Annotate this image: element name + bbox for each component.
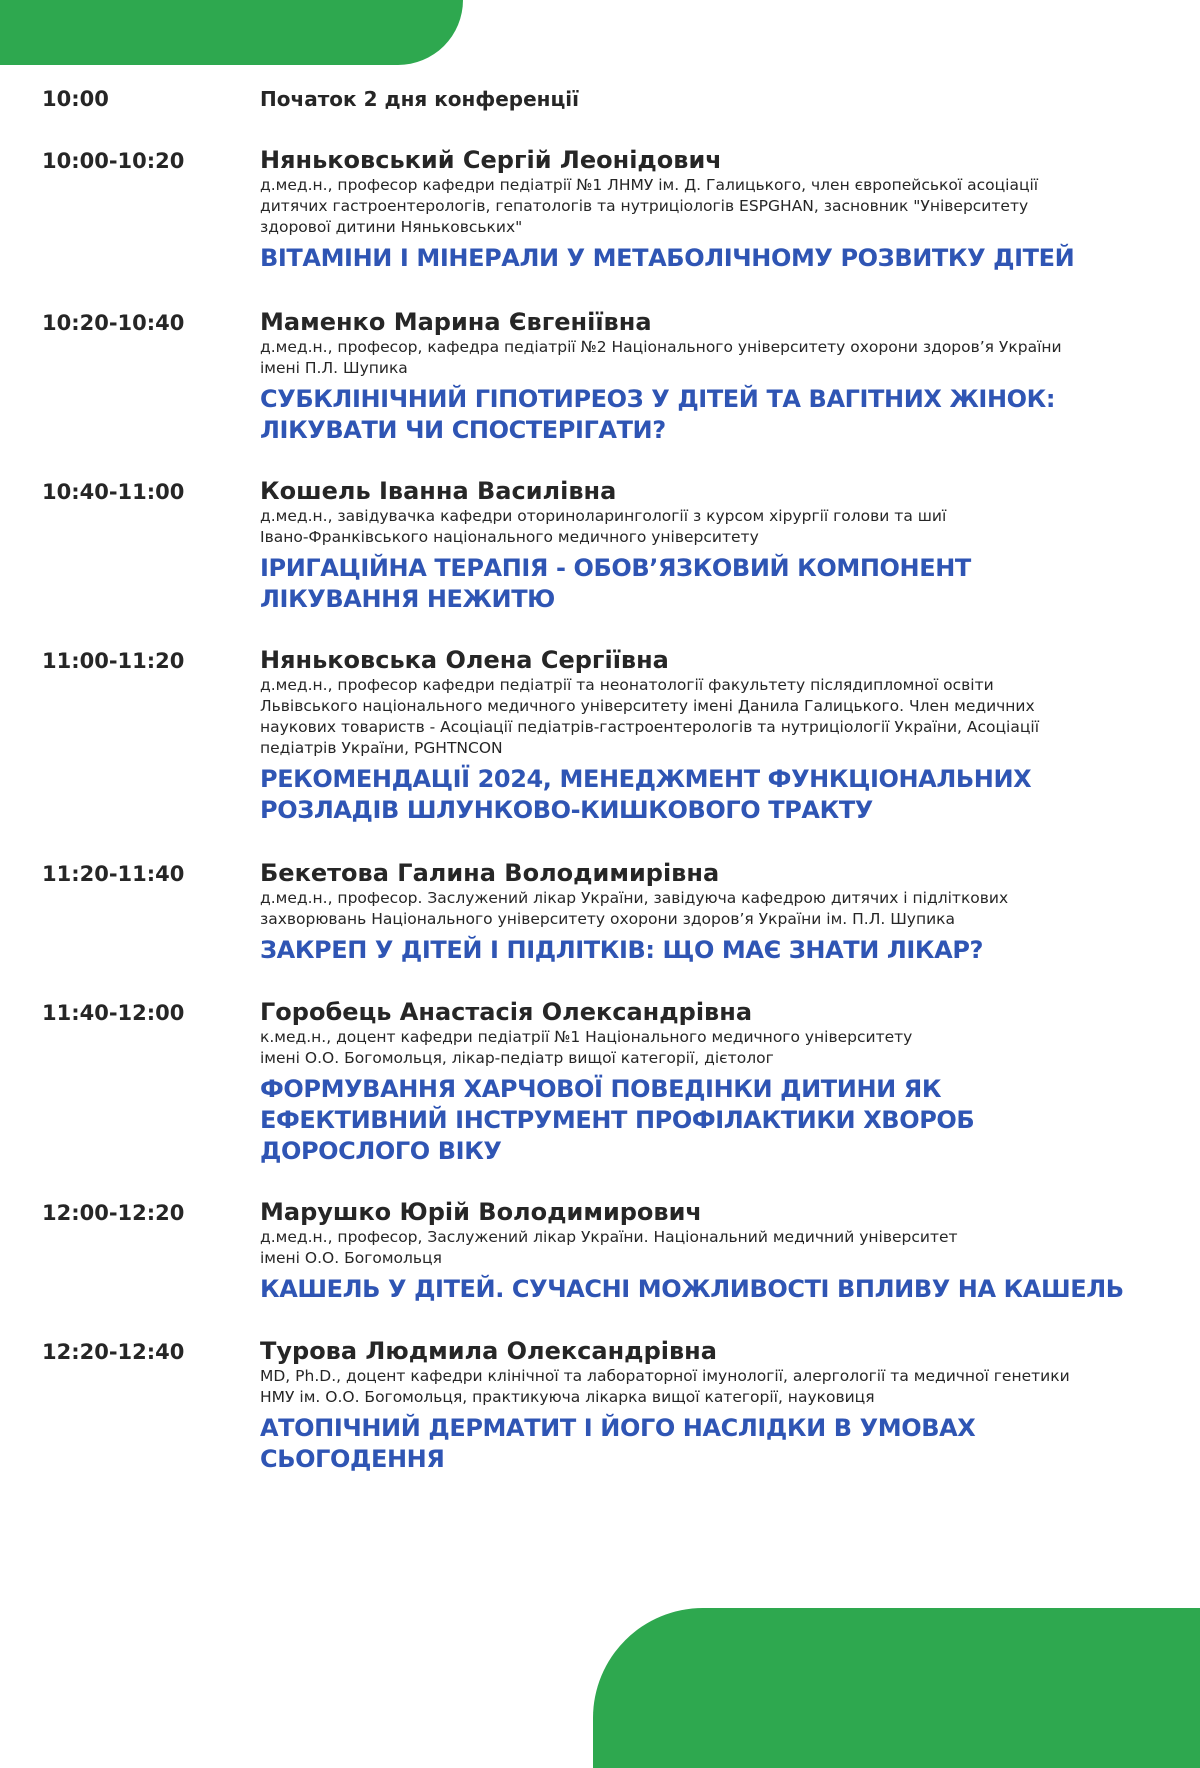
session-time: 11:00-11:20 [42, 649, 185, 673]
speaker-name: Няньковський Сергій Леонідович [260, 146, 722, 174]
session-time: 10:00-10:20 [42, 149, 185, 173]
speaker-name: Турова Людмила Олександрівна [260, 1337, 717, 1365]
talk-topic: СУБКЛІНІЧНИЙ ГІПОТИРЕОЗ У ДІТЕЙ ТА ВАГІТНИХ ЖІНОК: ЛІКУВАТИ ЧИ СПОСТЕРІГАТИ? [260, 385, 1056, 444]
talk-topic: ЗАКРЕП У ДІТЕЙ І ПІДЛІТКІВ: ЩО МАЄ ЗНАТИ ЛІКАР? [260, 936, 984, 964]
talk-topic: ВІТАМІНИ І МІНЕРАЛИ У МЕТАБОЛІЧНОМУ РОЗВИТКУ ДІТЕЙ [260, 244, 1075, 272]
intro-text: Початок 2 дня конференції [260, 87, 580, 111]
speaker-name: Кошель Іванна Василівна [260, 477, 617, 505]
speaker-credentials: д.мед.н., завідувачка кафедри оториноларингології з курсом хірургії голови та шиї Івано-Франківського національного медичного університету [260, 507, 947, 546]
speaker-credentials: д.мед.н., професор, Заслужений лікар України. Національний медичний університет імені О.О. Богомольця [260, 1228, 958, 1267]
session-time: 12:20-12:40 [42, 1340, 185, 1364]
session-time: 11:20-11:40 [42, 862, 185, 886]
speaker-name: Горобець Анастасія Олександрівна [260, 998, 753, 1026]
talk-topic: ФОРМУВАННЯ ХАРЧОВОЇ ПОВЕДІНКИ ДИТИНИ ЯК ЕФЕКТИВНИЙ ІНСТРУМЕНТ ПРОФІЛАКТИКИ ХВОРОБ ДОРОСЛОГО ВІКУ [260, 1075, 975, 1165]
speaker-name: Бекетова Галина Володимирівна [260, 859, 720, 887]
bottom-right-decoration [593, 1608, 1200, 1768]
session-time: 12:00-12:20 [42, 1201, 185, 1225]
intro-time: 10:00 [42, 87, 109, 111]
speaker-name: Марушко Юрій Володимирович [260, 1198, 702, 1226]
speaker-name: Маменко Марина Євгеніївна [260, 308, 652, 336]
top-left-decoration [0, 0, 463, 65]
talk-topic: КАШЕЛЬ У ДІТЕЙ. СУЧАСНІ МОЖЛИВОСТІ ВПЛИВУ НА КАШЕЛЬ [260, 1275, 1124, 1303]
talk-topic: ІРИГАЦІЙНА ТЕРАПІЯ - ОБОВ’ЯЗКОВИЙ КОМПОНЕНТ ЛІКУВАННЯ НЕЖИТЮ [260, 554, 971, 613]
session-time: 10:20-10:40 [42, 311, 185, 335]
speaker-credentials: д.мед.н., професор кафедри педіатрії №1 ЛНМУ ім. Д. Галицького, член європейської асоціації дитячих гастроентерологів, гепатологів та нутриціологів ESPGHAN, засновник "Університету здорової дитини Няньковських" [260, 176, 1039, 236]
talk-topic: АТОПІЧНИЙ ДЕРМАТИТ І ЙОГО НАСЛІДКИ В УМОВАХ СЬОГОДЕННЯ [260, 1414, 976, 1473]
session-time: 11:40-12:00 [42, 1001, 185, 1025]
speaker-credentials: д.мед.н., професор кафедри педіатрії та неонатології факультету післядипломної освіти Львівського національного медичного університету імені Данила Галицького. Член медичних наукових товариств - Асоціації педіатрів-гастроентерологів та нутриціології України, Асоціації педіатрів України, PGHTNCON [260, 676, 1040, 757]
speaker-credentials: д.мед.н., професор. Заслужений лікар України, завідуюча кафедрою дитячих і підліткових захворювань Національного університету охорони здоров’я України ім. П.Л. Шупика [260, 889, 1009, 928]
speaker-name: Няньковська Олена Сергіївна [260, 646, 669, 674]
speaker-credentials: д.мед.н., професор, кафедра педіатрії №2 Національного університету охорони здоров’я України імені П.Л. Шупика [260, 338, 1062, 377]
talk-topic: РЕКОМЕНДАЦІЇ 2024, МЕНЕДЖМЕНТ ФУНКЦІОНАЛЬНИХ РОЗЛАДІВ ШЛУНКОВО-КИШКОВОГО ТРАКТУ [260, 765, 1032, 824]
speaker-credentials: MD, Ph.D., доцент кафедри клінічної та лабораторної імунології, алергології та медичної генетики НМУ ім. О.О. Богомольця, практикуюча лікарка вищої категорії, науковиця [260, 1367, 1070, 1406]
speaker-credentials: к.мед.н., доцент кафедри педіатрії №1 Національного медичного університету імені О.О. Богомольця, лікар-педіатр вищої категорії, дієтолог [260, 1028, 913, 1067]
session-time: 10:40-11:00 [42, 480, 185, 504]
